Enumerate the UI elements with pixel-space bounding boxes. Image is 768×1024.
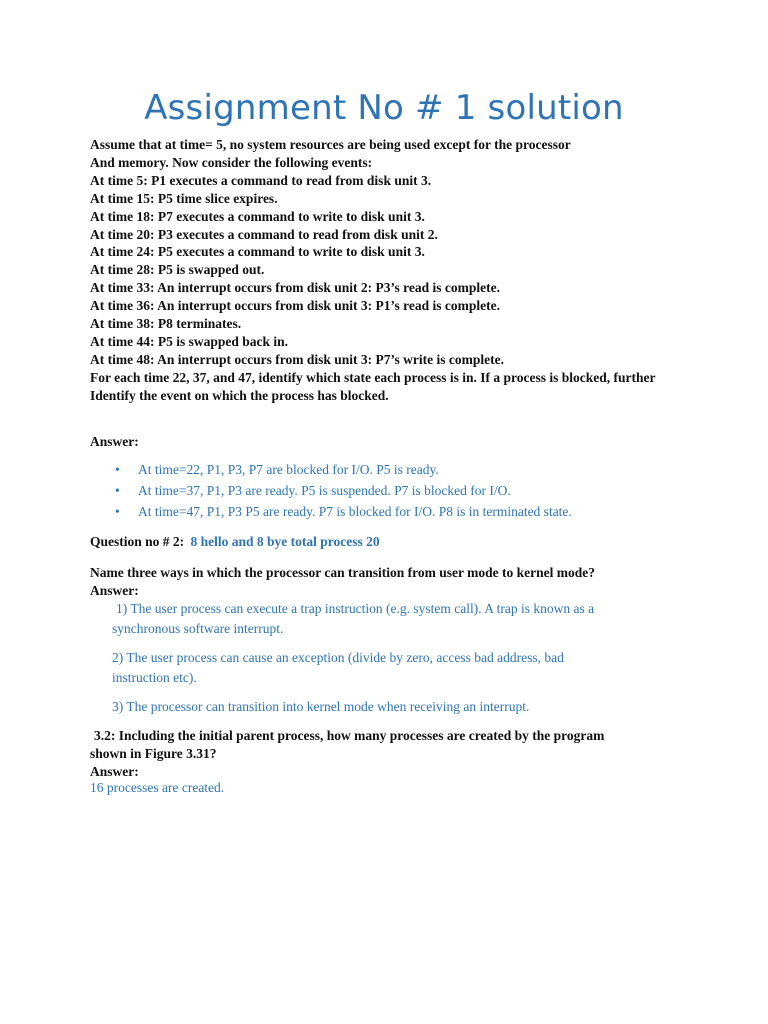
question-line: At time 20: P3 executes a command to read from disk unit 2. — [90, 226, 438, 242]
answer-point-line: 2) The user process can cause an exception (divide by zero, access bad address, bad — [112, 650, 564, 665]
question-line: At time 38: P8 terminates. — [90, 316, 242, 332]
page-title: Assignment No # 1 solution — [144, 88, 624, 128]
question-line: Identify the event on which the process has blocked. — [90, 387, 389, 403]
question-line: At time 48: An interrupt occurs from disk unit 3: P7’s write is complete. — [90, 351, 504, 367]
question-4 — [90, 727, 690, 781]
answer-bullet-list — [115, 462, 572, 525]
question-4-line: 3.2: Including the initial parent process, how many processes are created by the program — [94, 728, 605, 743]
answer-point-2 — [112, 648, 652, 687]
answer-point-line: 1) The user process can execute a trap instruction (e.g. system call). A trap is known as a — [116, 601, 595, 616]
question-3-text: Name three ways in which the processor can transition from user mode to kernel mode? — [90, 565, 595, 580]
question-2-answer: 8 hello and 8 bye total process 20 — [190, 534, 380, 549]
answer-label: Answer: — [90, 582, 139, 598]
list-item — [115, 462, 572, 483]
question-line: At time 15: P5 time slice expires. — [90, 190, 278, 206]
question-line: And memory. Now consider the following events: — [90, 154, 373, 170]
bullet-text: At time=37, P1, P3 are ready. P5 is suspended. P7 is blocked for I/O. — [138, 483, 511, 498]
question-line: At time 5: P1 executes a command to read from disk unit 3. — [90, 172, 432, 188]
question-4-answer: 16 processes are created. — [90, 780, 225, 795]
bullet-dot-icon: • — [115, 504, 120, 519]
list-item — [115, 504, 572, 525]
answer-point-line: synchronous software interrupt. — [112, 620, 284, 636]
question-2-label: Question no # 2: — [90, 534, 185, 549]
question-line: Assume that at time= 5, no system resources are being used except for the processor — [90, 137, 571, 152]
question-line: For each time 22, 37, and 47, identify which state each process is in. If a process is blocked, further — [90, 369, 656, 385]
bullet-text: At time=47, P1, P3 P5 are ready. P7 is blocked for I/O. P8 is in terminated state. — [138, 504, 572, 519]
question-1-text — [90, 136, 690, 405]
answer-point-1 — [112, 599, 652, 638]
question-line: At time 33: An interrupt occurs from disk unit 2: P3’s read is complete. — [90, 280, 500, 296]
question-line: At time 24: P5 executes a command to write to disk unit 3. — [90, 244, 425, 260]
answer-point-3 — [112, 697, 652, 717]
list-item — [115, 483, 572, 504]
answer-point-line: 3) The processor can transition into kernel mode when receiving an interrupt. — [112, 699, 530, 714]
question-2 — [90, 534, 380, 550]
answer-point-line: instruction etc). — [112, 669, 197, 685]
question-3 — [90, 564, 595, 600]
bullet-dot-icon: • — [115, 483, 120, 498]
question-line: At time 18: P7 executes a command to write to disk unit 3. — [90, 208, 425, 224]
answer-label: Answer: — [90, 763, 139, 779]
question-line: At time 44: P5 is swapped back in. — [90, 333, 289, 349]
answer-label: Answer: — [90, 434, 139, 449]
question-4-line: shown in Figure 3.31? — [90, 745, 217, 761]
question-line: At time 28: P5 is swapped out. — [90, 262, 265, 278]
bullet-text: At time=22, P1, P3, P7 are blocked for I/O. P5 is ready. — [138, 462, 439, 477]
bullet-dot-icon: • — [115, 462, 120, 477]
question-line: At time 36: An interrupt occurs from disk unit 3: P1’s read is complete. — [90, 298, 500, 314]
